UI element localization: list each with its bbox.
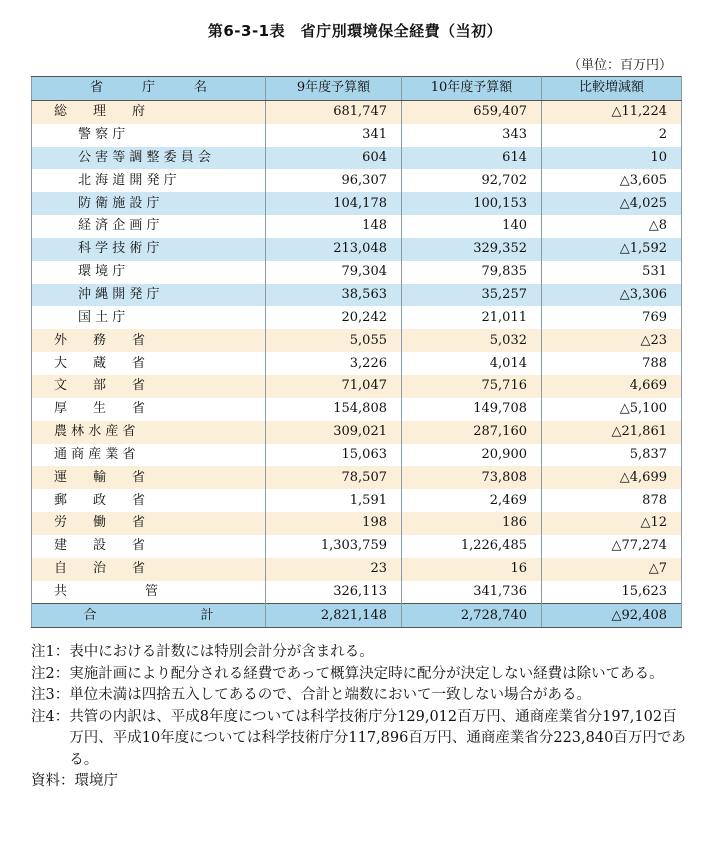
- table-row: [32, 512, 682, 535]
- row-fy9-cell: 341: [266, 124, 402, 147]
- total-fy9: 2,821,148: [266, 604, 402, 628]
- row-name-cell: 文 部 省: [32, 375, 266, 398]
- table-row: [32, 581, 682, 604]
- row-fy9-cell: 78,507: [266, 466, 402, 489]
- row-diff-cell: 15,623: [542, 581, 682, 604]
- row-diff-cell: △21,861: [542, 421, 682, 444]
- row-fy9-cell: 154,808: [266, 398, 402, 421]
- col-header-diff: 比較増減額: [542, 77, 682, 101]
- row-name-cell: 沖 縄 開 発 庁: [32, 284, 266, 307]
- table-row: [32, 466, 682, 489]
- row-name-cell: 建 設 省: [32, 535, 266, 558]
- table-row: [32, 444, 682, 467]
- row-name-cell: 農 林 水 産 省: [32, 421, 266, 444]
- row-diff-cell: 5,837: [542, 444, 682, 467]
- table-row: [32, 284, 682, 307]
- row-name-cell: 運 輸 省: [32, 466, 266, 489]
- table-row: [32, 192, 682, 215]
- row-fy9-cell: 326,113: [266, 581, 402, 604]
- row-fy10-cell: 73,808: [402, 466, 542, 489]
- table-row: [32, 100, 682, 123]
- row-diff-cell: 10: [542, 147, 682, 170]
- total-label: 合 計: [32, 604, 266, 628]
- row-fy10-cell: 287,160: [402, 421, 542, 444]
- note-label: 注1：: [31, 644, 70, 660]
- row-fy10-cell: 21,011: [402, 306, 542, 329]
- row-diff-cell: 878: [542, 489, 682, 512]
- row-fy9-cell: 96,307: [266, 169, 402, 192]
- row-fy10-cell: 100,153: [402, 192, 542, 215]
- row-name-cell: 通 商 産 業 省: [32, 444, 266, 467]
- row-fy10-cell: 659,407: [402, 100, 542, 123]
- row-fy9-cell: 604: [266, 147, 402, 170]
- row-fy10-cell: 92,702: [402, 169, 542, 192]
- row-name-cell: 大 蔵 省: [32, 352, 266, 375]
- row-fy10-cell: 79,835: [402, 261, 542, 284]
- note-item: [31, 642, 686, 664]
- row-diff-cell: △1,592: [542, 238, 682, 261]
- row-diff-cell: △77,274: [542, 535, 682, 558]
- row-diff-cell: 531: [542, 261, 682, 284]
- col-header-fy10: 10年度予算額: [402, 77, 542, 101]
- row-fy9-cell: 71,047: [266, 375, 402, 398]
- row-name-cell: 経 済 企 画 庁: [32, 215, 266, 238]
- row-name-cell: 自 治 省: [32, 558, 266, 581]
- row-name-cell: 環 境 庁: [32, 261, 266, 284]
- row-fy9-cell: 1,591: [266, 489, 402, 512]
- row-fy9-cell: 23: [266, 558, 402, 581]
- note-text: 共管の内訳は、平成8年度については科学技術庁分129,012百万円、通商産業省分197,102百万円、平成10年度については科学技術庁分117,896百万円、通商産業省分223,840百万円である。: [69, 708, 686, 768]
- notes-section: [31, 642, 686, 793]
- row-diff-cell: 2: [542, 124, 682, 147]
- note-item: [31, 771, 686, 793]
- note-label: 注2：: [31, 665, 70, 682]
- row-fy10-cell: 343: [402, 124, 542, 147]
- table-row: [32, 421, 682, 444]
- row-diff-cell: △5,100: [542, 398, 682, 421]
- row-fy9-cell: 148: [266, 215, 402, 238]
- row-name-cell: 総 理 府: [32, 100, 266, 123]
- col-header-fy9: 9年度予算額: [266, 77, 402, 101]
- row-name-cell: 厚 生 省: [32, 398, 266, 421]
- note-item: [31, 664, 686, 686]
- row-diff-cell: △4,025: [542, 192, 682, 215]
- table-row: [32, 375, 682, 398]
- row-fy10-cell: 140: [402, 215, 542, 238]
- row-fy9-cell: 104,178: [266, 192, 402, 215]
- note-label: 注3：: [31, 687, 70, 703]
- row-fy9-cell: 38,563: [266, 284, 402, 307]
- row-fy10-cell: 5,032: [402, 329, 542, 352]
- table-row: [32, 352, 682, 375]
- row-fy9-cell: 79,304: [266, 261, 402, 284]
- table-row: [32, 489, 682, 512]
- row-diff-cell: △3,306: [542, 284, 682, 307]
- row-fy9-cell: 213,048: [266, 238, 402, 261]
- col-header-name: 省 庁 名: [32, 77, 266, 101]
- row-name-cell: 外 務 省: [32, 329, 266, 352]
- row-fy9-cell: 15,063: [266, 444, 402, 467]
- row-diff-cell: △11,224: [542, 100, 682, 123]
- row-fy10-cell: 149,708: [402, 398, 542, 421]
- table-title: 第6-3-1表 省庁別環境保全経費（当初）: [207, 22, 503, 40]
- row-diff-cell: △12: [542, 512, 682, 535]
- budget-table: [31, 76, 682, 628]
- note-text: 単位未満は四捨五入してあるので、合計と端数において一致しない場合がある。: [69, 687, 591, 703]
- row-name-cell: 国 土 庁: [32, 306, 266, 329]
- row-name-cell: 郵 政 省: [32, 489, 266, 512]
- row-diff-cell: △3,605: [542, 169, 682, 192]
- row-fy10-cell: 329,352: [402, 238, 542, 261]
- note-label: 注4：: [31, 708, 70, 725]
- row-fy10-cell: 35,257: [402, 284, 542, 307]
- row-fy9-cell: 681,747: [266, 100, 402, 123]
- note-text: 表中における計数には特別会計分が含まれる。: [69, 644, 374, 660]
- row-fy9-cell: 20,242: [266, 306, 402, 329]
- row-diff-cell: △23: [542, 329, 682, 352]
- note-item: [31, 685, 686, 707]
- row-fy10-cell: 341,736: [402, 581, 542, 604]
- note-item: [31, 707, 686, 772]
- row-fy9-cell: 198: [266, 512, 402, 535]
- note-text: 環境庁: [74, 773, 118, 789]
- table-row: [32, 215, 682, 238]
- note-label: 資料：: [31, 773, 75, 789]
- table-row: [32, 535, 682, 558]
- table-row: [32, 169, 682, 192]
- row-fy10-cell: 614: [402, 147, 542, 170]
- table-row: [32, 261, 682, 284]
- row-fy10-cell: 20,900: [402, 444, 542, 467]
- total-diff: △92,408: [542, 604, 682, 628]
- table-row: [32, 147, 682, 170]
- row-fy10-cell: 4,014: [402, 352, 542, 375]
- note-text: 実施計画により配分される経費であって概算決定時に配分が決定しない経費は除いてある。: [69, 665, 664, 682]
- row-diff-cell: 769: [542, 306, 682, 329]
- row-name-cell: 共 管: [32, 581, 266, 604]
- row-fy10-cell: 2,469: [402, 489, 542, 512]
- row-diff-cell: 4,669: [542, 375, 682, 398]
- row-name-cell: 労 働 省: [32, 512, 266, 535]
- unit-label: （単位：百万円）: [567, 58, 672, 73]
- row-fy9-cell: 1,303,759: [266, 535, 402, 558]
- total-fy10: 2,728,740: [402, 604, 542, 628]
- row-fy10-cell: 75,716: [402, 375, 542, 398]
- row-name-cell: 公 害 等 調 整 委 員 会: [32, 147, 266, 170]
- row-diff-cell: △4,699: [542, 466, 682, 489]
- table-row: [32, 238, 682, 261]
- row-fy9-cell: 3,226: [266, 352, 402, 375]
- row-name-cell: 北 海 道 開 発 庁: [32, 169, 266, 192]
- row-name-cell: 科 学 技 術 庁: [32, 238, 266, 261]
- row-fy10-cell: 1,226,485: [402, 535, 542, 558]
- row-name-cell: 警 察 庁: [32, 124, 266, 147]
- table-row: [32, 398, 682, 421]
- row-diff-cell: 788: [542, 352, 682, 375]
- row-fy9-cell: 5,055: [266, 329, 402, 352]
- row-name-cell: 防 衛 施 設 庁: [32, 192, 266, 215]
- row-diff-cell: △8: [542, 215, 682, 238]
- row-fy9-cell: 309,021: [266, 421, 402, 444]
- row-fy10-cell: 186: [402, 512, 542, 535]
- table-row: [32, 329, 682, 352]
- row-fy10-cell: 16: [402, 558, 542, 581]
- table-body: [32, 100, 682, 604]
- total-row: [32, 604, 682, 628]
- row-diff-cell: △7: [542, 558, 682, 581]
- table-header-row: [32, 77, 682, 101]
- table-row: [32, 558, 682, 581]
- table-row: [32, 124, 682, 147]
- table-row: [32, 306, 682, 329]
